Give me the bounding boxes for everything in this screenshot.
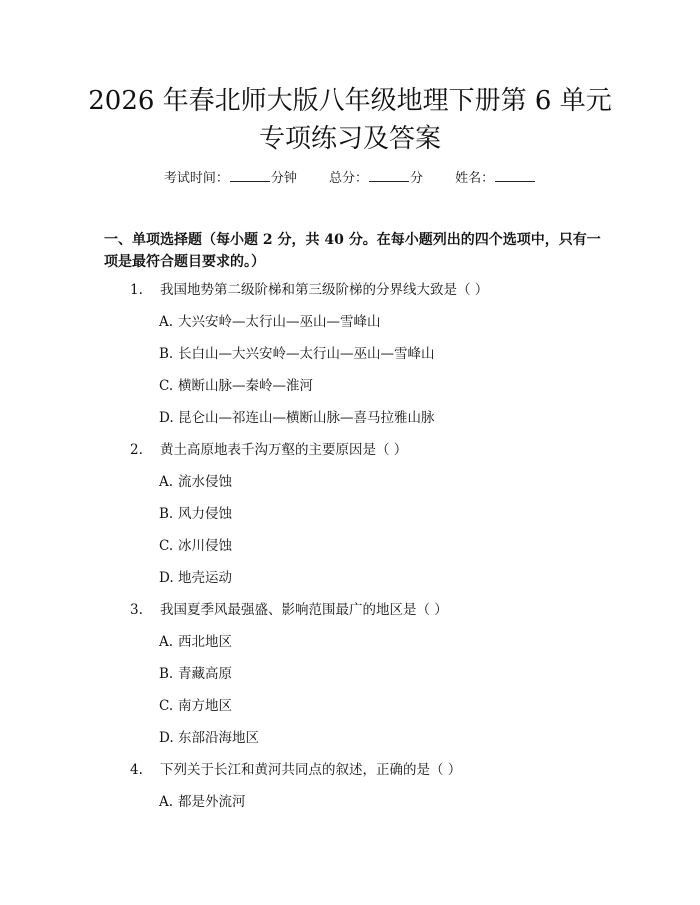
option-text: 风力侵蚀 (178, 506, 232, 522)
total-score-field (329, 171, 427, 186)
option-letter: A. (159, 314, 174, 330)
option-letter: C. (159, 698, 174, 714)
document-title (60, 82, 640, 158)
option-letter: B. (159, 506, 174, 522)
option-letter: C. (159, 378, 174, 394)
option-3a (0, 632, 700, 664)
option-3c (0, 696, 700, 728)
option-text: 冰川侵蚀 (178, 538, 232, 554)
option-1a (0, 312, 700, 344)
section-heading: 一、单项选择题（每小题 2 分，共 40 分。在每小题列出的四个选项中，只有一项是最符合题目要求的。） (104, 232, 601, 270)
total-score-unit: 分 (410, 171, 424, 186)
question-number: 3. (130, 602, 143, 618)
option-text: 横断山脉—秦岭—淮河 (178, 378, 313, 394)
option-letter: A. (159, 794, 174, 810)
question-list (0, 280, 700, 824)
option-letter: D. (159, 410, 174, 426)
student-name-blank (495, 168, 535, 182)
option-1d (0, 408, 700, 440)
exam-time-label: 考试时间： (163, 171, 229, 186)
option-text: 青藏高原 (178, 666, 232, 682)
question-stem: 黄土高原地表千沟万壑的主要原因是（ ） (160, 442, 408, 458)
option-text: 昆仑山—祁连山—横断山脉—喜马拉雅山脉 (178, 410, 435, 426)
question-4 (0, 760, 700, 792)
option-2d (0, 568, 700, 600)
option-text: 南方地区 (178, 698, 232, 714)
title-line-1: 2026 年春北师大版八年级地理下册第 6 单元 (88, 86, 612, 116)
option-3b (0, 664, 700, 696)
option-3d (0, 728, 700, 760)
question-number: 4. (130, 762, 143, 778)
option-text: 大兴安岭—太行山—巫山—雪峰山 (178, 314, 381, 330)
student-name-label: 姓名： (455, 171, 495, 186)
question-number: 2. (130, 442, 143, 458)
option-4a (0, 792, 700, 824)
option-1b (0, 344, 700, 376)
option-text: 长白山—大兴安岭—太行山—巫山—雪峰山 (178, 346, 435, 362)
option-text: 西北地区 (178, 634, 232, 650)
option-letter: D. (159, 730, 174, 746)
question-stem: 下列关于长江和黄河共同点的叙述，正确的是（ ） (160, 762, 462, 778)
option-text: 流水侵蚀 (178, 474, 232, 490)
question-1 (0, 280, 700, 312)
question-number: 1. (130, 282, 143, 298)
question-stem: 我国夏季风最强盛、影响范围最广的地区是（ ） (160, 602, 448, 618)
exam-info (0, 168, 700, 189)
option-letter: C. (159, 538, 174, 554)
exam-time-unit: 分钟 (270, 171, 297, 186)
option-2c (0, 536, 700, 568)
option-letter: B. (159, 666, 174, 682)
option-letter: A. (159, 474, 174, 490)
option-1c (0, 376, 700, 408)
exam-time-blank (230, 168, 270, 182)
question-3 (0, 600, 700, 632)
option-text: 东部沿海地区 (178, 730, 259, 746)
option-text: 地壳运动 (178, 570, 232, 586)
option-letter: D. (159, 570, 174, 586)
title-line-2: 专项练习及答案 (258, 124, 441, 154)
total-score-label: 总分： (328, 171, 368, 186)
option-letter: B. (159, 346, 174, 362)
question-stem: 我国地势第二级阶梯和第三级阶梯的分界线大致是（ ） (160, 282, 489, 298)
option-2a (0, 472, 700, 504)
student-name-field (455, 171, 536, 186)
total-score-blank (369, 168, 409, 182)
option-2b (0, 504, 700, 536)
question-2 (0, 440, 700, 472)
exam-time-field (164, 171, 301, 186)
option-letter: A. (159, 634, 174, 650)
option-text: 都是外流河 (178, 794, 246, 810)
